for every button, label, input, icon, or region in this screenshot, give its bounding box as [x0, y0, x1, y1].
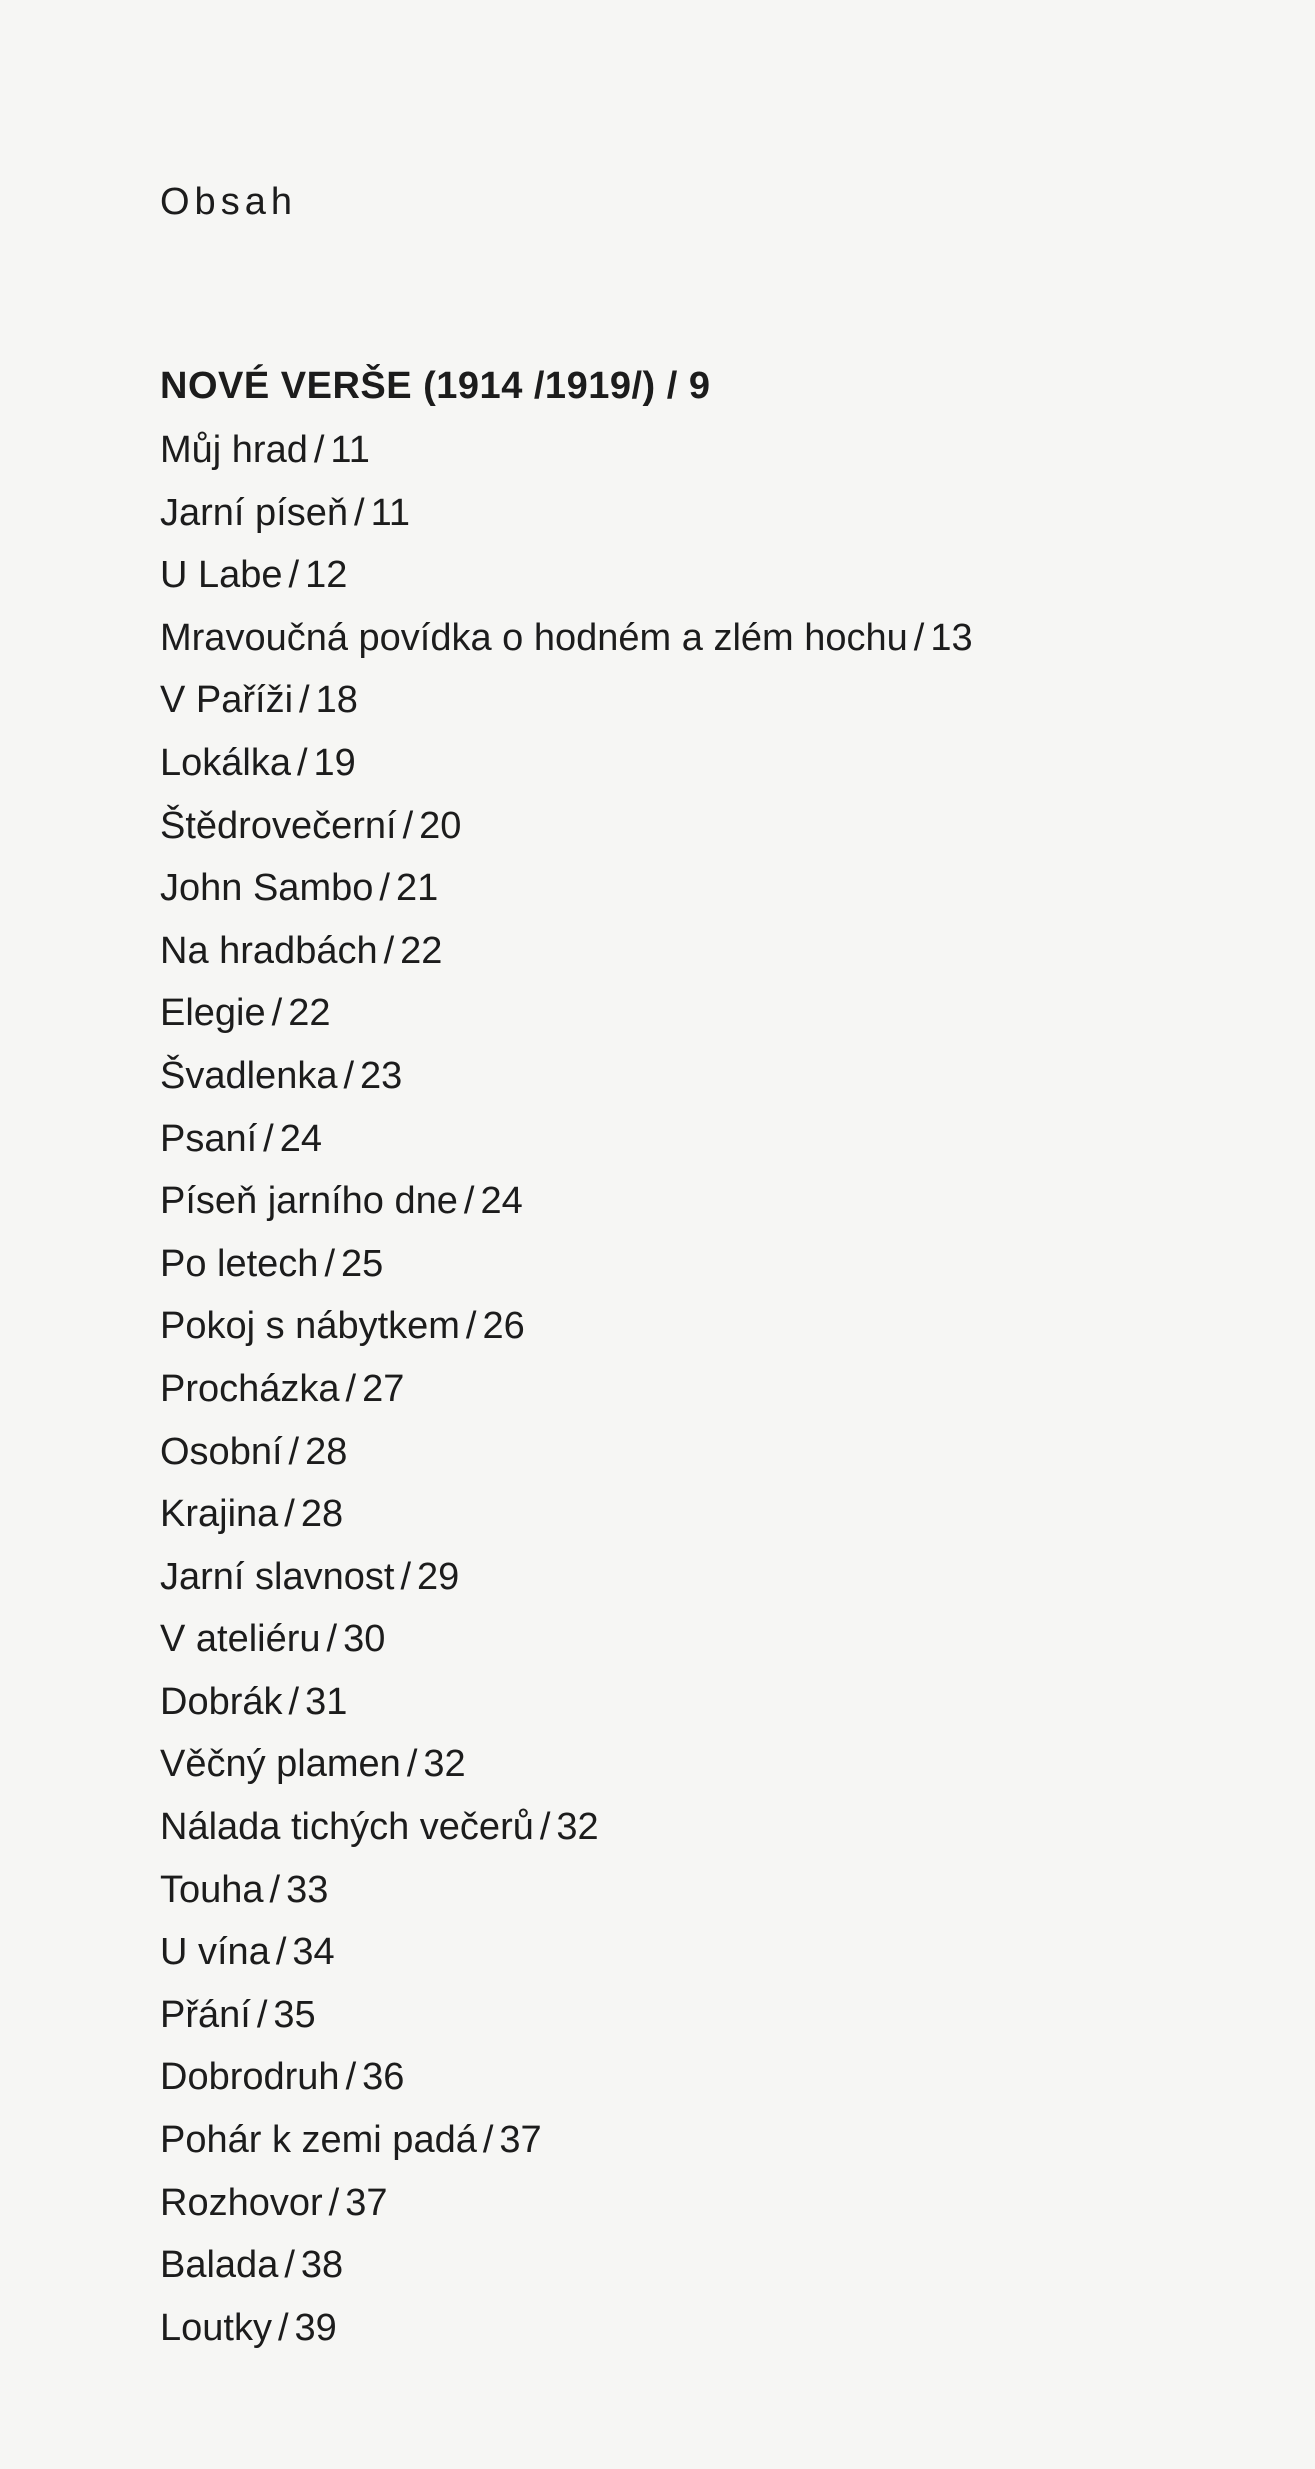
toc-entry [160, 2179, 1260, 2242]
toc-entry-page: 18 [315, 679, 358, 722]
toc-list [160, 426, 1260, 2366]
toc-entry-title: Nálada tichých večerů [160, 1806, 534, 1849]
toc-entry-title: Osobní [160, 1430, 283, 1473]
toc-separator: / [402, 804, 414, 847]
toc-entry-title: Dobrák [160, 1680, 283, 1723]
toc-separator: / [345, 2056, 357, 2099]
toc-entry-page: 31 [305, 1680, 348, 1723]
toc-entry [160, 1177, 1260, 1240]
toc-entry [160, 927, 1260, 990]
toc-entry-page: 38 [300, 2244, 344, 2287]
toc-entry-title: Krajina [160, 1493, 279, 1536]
toc-entry-page: 29 [417, 1555, 460, 1598]
toc-entry-title: Procházka [160, 1367, 340, 1410]
toc-separator: / [539, 1806, 551, 1849]
toc-entry-page: 36 [362, 2056, 405, 2099]
toc-separator: / [275, 1931, 287, 1974]
toc-entry-page: 30 [343, 1618, 386, 1661]
toc-entry [160, 739, 1260, 802]
toc-separator: / [263, 1117, 274, 1160]
toc-entry [160, 1115, 1260, 1178]
toc-entry-title: U vína [160, 1931, 270, 1974]
toc-entry-page: 35 [273, 1993, 316, 2036]
toc-entry-title: Pokoj s nábytkem [160, 1305, 460, 1348]
toc-entry [160, 1490, 1260, 1553]
toc-entry [160, 2304, 1260, 2367]
toc-entry-title: Přání [160, 1993, 251, 2036]
toc-entry-page: 24 [480, 1180, 523, 1223]
toc-entry-title: Štědrovečerní [160, 804, 397, 847]
toc-separator: / [269, 1868, 281, 1911]
toc-entry [160, 614, 1260, 677]
toc-separator: / [284, 1493, 295, 1536]
toc-entry-page: 22 [400, 929, 443, 972]
toc-separator: / [326, 1618, 338, 1661]
toc-entry-page: 19 [313, 741, 356, 784]
toc-entry [160, 1553, 1260, 1616]
toc-entry-title: Balada [160, 2244, 279, 2287]
toc-entry-page: 39 [294, 2306, 337, 2349]
toc-entry [160, 989, 1260, 1052]
toc-entry-title: Na hradbách [160, 929, 378, 972]
toc-entry-page: 22 [288, 992, 331, 1035]
toc-entry-title: Rozhovor [160, 2181, 323, 2224]
toc-entry-page: 20 [419, 804, 462, 847]
toc-entry [160, 802, 1260, 865]
toc-entry [160, 1428, 1260, 1491]
toc-entry [160, 551, 1260, 614]
toc-entry-page: 37 [345, 2181, 388, 2224]
toc-entry-page: 11 [370, 491, 411, 534]
toc-entry [160, 1991, 1260, 2054]
toc-entry-title: Můj hrad [160, 429, 308, 471]
toc-entry-title: Lokálka [160, 741, 291, 784]
toc-entry-page: 34 [292, 1931, 335, 1974]
toc-entry [160, 676, 1260, 739]
toc-entry [160, 2053, 1260, 2116]
toc-entry [160, 1052, 1260, 1115]
toc-entry-page: 21 [395, 867, 439, 910]
toc-entry [160, 1928, 1260, 1991]
toc-entry-page: 26 [482, 1305, 525, 1348]
toc-entry [160, 1803, 1260, 1866]
toc-entry-page: 28 [300, 1493, 344, 1536]
toc-separator: / [288, 554, 300, 597]
toc-entry [160, 1365, 1260, 1428]
toc-separator: / [271, 992, 283, 1035]
toc-separator: / [328, 2181, 340, 2224]
toc-entry [160, 1302, 1260, 1365]
toc-entry-page: 32 [556, 1806, 599, 1849]
toc-entry-title: John Sambo [160, 867, 374, 910]
toc-separator: / [277, 2306, 289, 2349]
toc-separator: / [256, 1993, 268, 2036]
toc-entry-title: Elegie [160, 992, 266, 1035]
toc-entry-page: 37 [499, 2119, 542, 2162]
toc-entry-page: 33 [286, 1868, 329, 1911]
toc-separator: / [284, 2244, 295, 2287]
toc-entry-title: Věčný plamen [160, 1743, 401, 1786]
toc-entry-title: Dobrodruh [160, 2056, 340, 2099]
toc-entry-title: Švadlenka [160, 1054, 338, 1097]
page-title: Obsah [160, 181, 297, 224]
toc-entry-title: Jarní slavnost [160, 1555, 395, 1598]
toc-separator: / [406, 1743, 418, 1786]
toc-separator: / [354, 491, 365, 534]
toc-entry-page: 27 [362, 1367, 405, 1410]
toc-entry [160, 1740, 1260, 1803]
toc-separator: / [288, 1680, 300, 1723]
toc-entry [160, 426, 1260, 489]
toc-entry-title: Pohár k zemi padá [160, 2119, 477, 2162]
toc-separator: / [343, 1054, 355, 1097]
toc-entry-title: U Labe [160, 554, 283, 597]
toc-separator: / [400, 1555, 412, 1598]
toc-entry-page: 32 [423, 1743, 466, 1786]
toc-entry [160, 1866, 1260, 1929]
toc-entry [160, 1678, 1260, 1741]
toc-entry-page: 23 [360, 1054, 403, 1097]
toc-separator: / [913, 616, 925, 659]
toc-entry-page: 25 [341, 1242, 384, 1285]
toc-entry-page: 13 [930, 616, 973, 659]
toc-separator: / [465, 1305, 477, 1348]
toc-separator: / [313, 429, 325, 471]
toc-entry-title: Píseň jarního dne [160, 1180, 458, 1223]
toc-entry [160, 1240, 1260, 1303]
toc-separator: / [299, 679, 310, 722]
toc-separator: / [383, 929, 395, 972]
section-title: NOVÉ VERŠE (1914 /1919/) / 9 [160, 364, 711, 407]
toc-entry-title: Touha [160, 1868, 264, 1911]
toc-separator: / [482, 2119, 494, 2162]
toc-entry [160, 2241, 1260, 2304]
toc-entry-title: Po letech [160, 1242, 319, 1285]
toc-entry-page: 24 [279, 1117, 323, 1160]
toc-separator: / [463, 1180, 475, 1223]
toc-entry-page: 12 [305, 554, 348, 597]
toc-separator: / [345, 1367, 357, 1410]
toc-entry-title: Loutky [160, 2306, 272, 2349]
toc-entry-title: Jarní píseň [160, 491, 348, 534]
toc-separator: / [296, 741, 308, 784]
toc-entry [160, 489, 1260, 552]
toc-separator: / [288, 1430, 300, 1473]
toc-entry [160, 864, 1260, 927]
toc-entry-title: Psaní [160, 1117, 258, 1160]
toc-entry [160, 2116, 1260, 2179]
toc-entry-title: V Paříži [160, 679, 294, 722]
toc-entry-title: Mravoučná povídka o hodném a zlém hochu [160, 616, 908, 659]
toc-entry-title: V ateliéru [160, 1618, 321, 1661]
toc-separator: / [379, 867, 390, 910]
toc-entry [160, 1615, 1260, 1678]
toc-entry-page: 11 [330, 429, 370, 471]
toc-separator: / [324, 1242, 336, 1285]
toc-entry-page: 28 [305, 1430, 348, 1473]
